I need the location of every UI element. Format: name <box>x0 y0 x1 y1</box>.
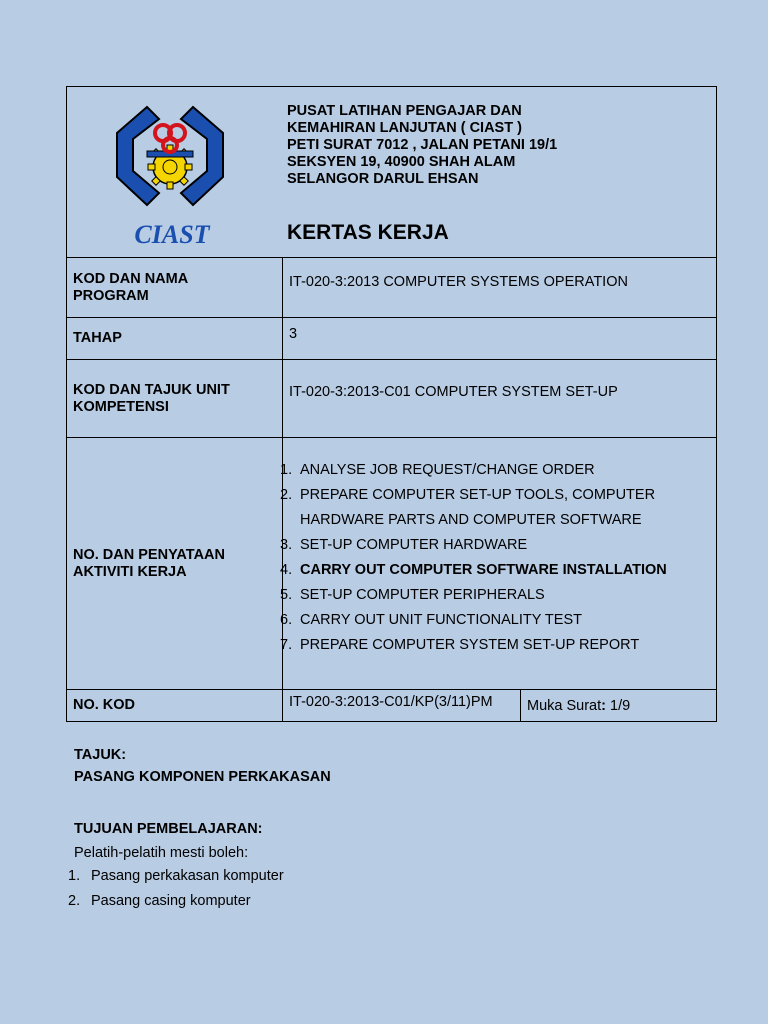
label-line: NO. DAN PENYATAAN <box>73 546 225 563</box>
objective-item: 2. Pasang casing komputer <box>68 893 251 909</box>
address-line: KEMAHIRAN LANJUTAN ( CIAST ) <box>287 120 522 136</box>
activity-item: 1. ANALYSE JOB REQUEST/CHANGE ORDER <box>280 462 595 478</box>
unit-label <box>67 360 283 438</box>
activity-item: 2. PREPARE COMPUTER SET-UP TOOLS, COMPUTER <box>280 487 656 503</box>
activities-value <box>280 438 717 690</box>
objective-label: TUJUAN PEMBELAJARAN: <box>74 821 263 837</box>
label-line: KOD DAN TAJUK UNIT <box>73 381 230 398</box>
unit-value: IT-020-3:2013-C01 COMPUTER SYSTEM SET-UP <box>283 360 717 438</box>
tahap-value: 3 <box>283 318 717 360</box>
worksheet-header-table <box>66 86 717 722</box>
institution-address <box>287 103 557 188</box>
kod-label: NO. KOD <box>67 690 283 722</box>
logo-text: CIAST <box>134 220 210 249</box>
label-line: KOD DAN NAMA <box>73 270 189 287</box>
activity-list <box>280 458 710 658</box>
address-line: SELANGOR DARUL EHSAN <box>287 171 479 187</box>
label-line: PROGRAM <box>73 287 149 304</box>
address-line: PETI SURAT 7012 , JALAN PETANI 19/1 <box>287 137 558 153</box>
address-line: PUSAT LATIHAN PENGAJAR DAN <box>287 103 522 119</box>
ciast-emblem-icon <box>107 103 237 253</box>
page-number <box>521 690 717 722</box>
activity-item-continued: HARDWARE PARTS AND COMPUTER SOFTWARE <box>300 512 642 528</box>
header-cell <box>67 87 717 258</box>
label-line: KOMPETENSI <box>73 398 169 415</box>
objective-item: 1. Pasang perkakasan komputer <box>68 868 284 884</box>
ciast-logo <box>107 103 237 253</box>
activities-label <box>67 438 283 690</box>
tajuk-value: PASANG KOMPONEN PERKAKASAN <box>74 769 331 785</box>
objective-intro: Pelatih-pelatih mesti boleh: <box>74 845 249 861</box>
activity-item-current: 4. CARRY OUT COMPUTER SOFTWARE INSTALLATION <box>280 562 667 578</box>
page-value: 1/9 <box>610 698 631 714</box>
worksheet-body <box>68 744 331 914</box>
activity-item: 7. PREPARE COMPUTER SYSTEM SET-UP REPORT <box>280 637 640 653</box>
activity-item: 5. SET-UP COMPUTER PERIPHERALS <box>280 587 545 603</box>
tahap-label: TAHAP <box>67 318 283 360</box>
address-line: SEKSYEN 19, 40900 SHAH ALAM <box>287 154 516 170</box>
program-label <box>67 258 283 318</box>
tajuk-label: TAJUK: <box>74 747 127 763</box>
program-value: IT-020-3:2013 COMPUTER SYSTEMS OPERATION <box>283 258 717 318</box>
objective-list <box>68 864 331 914</box>
document-title: KERTAS KERJA <box>287 221 449 244</box>
page-label: Muka Surat <box>527 698 602 714</box>
kod-value: IT-020-3:2013-C01/KP(3/11)PM <box>283 690 521 722</box>
activity-item: 3. SET-UP COMPUTER HARDWARE <box>280 537 528 553</box>
page-colon: : <box>601 698 606 714</box>
label-line: AKTIVITI KERJA <box>73 563 187 580</box>
activity-item: 6. CARRY OUT UNIT FUNCTIONALITY TEST <box>280 612 582 628</box>
